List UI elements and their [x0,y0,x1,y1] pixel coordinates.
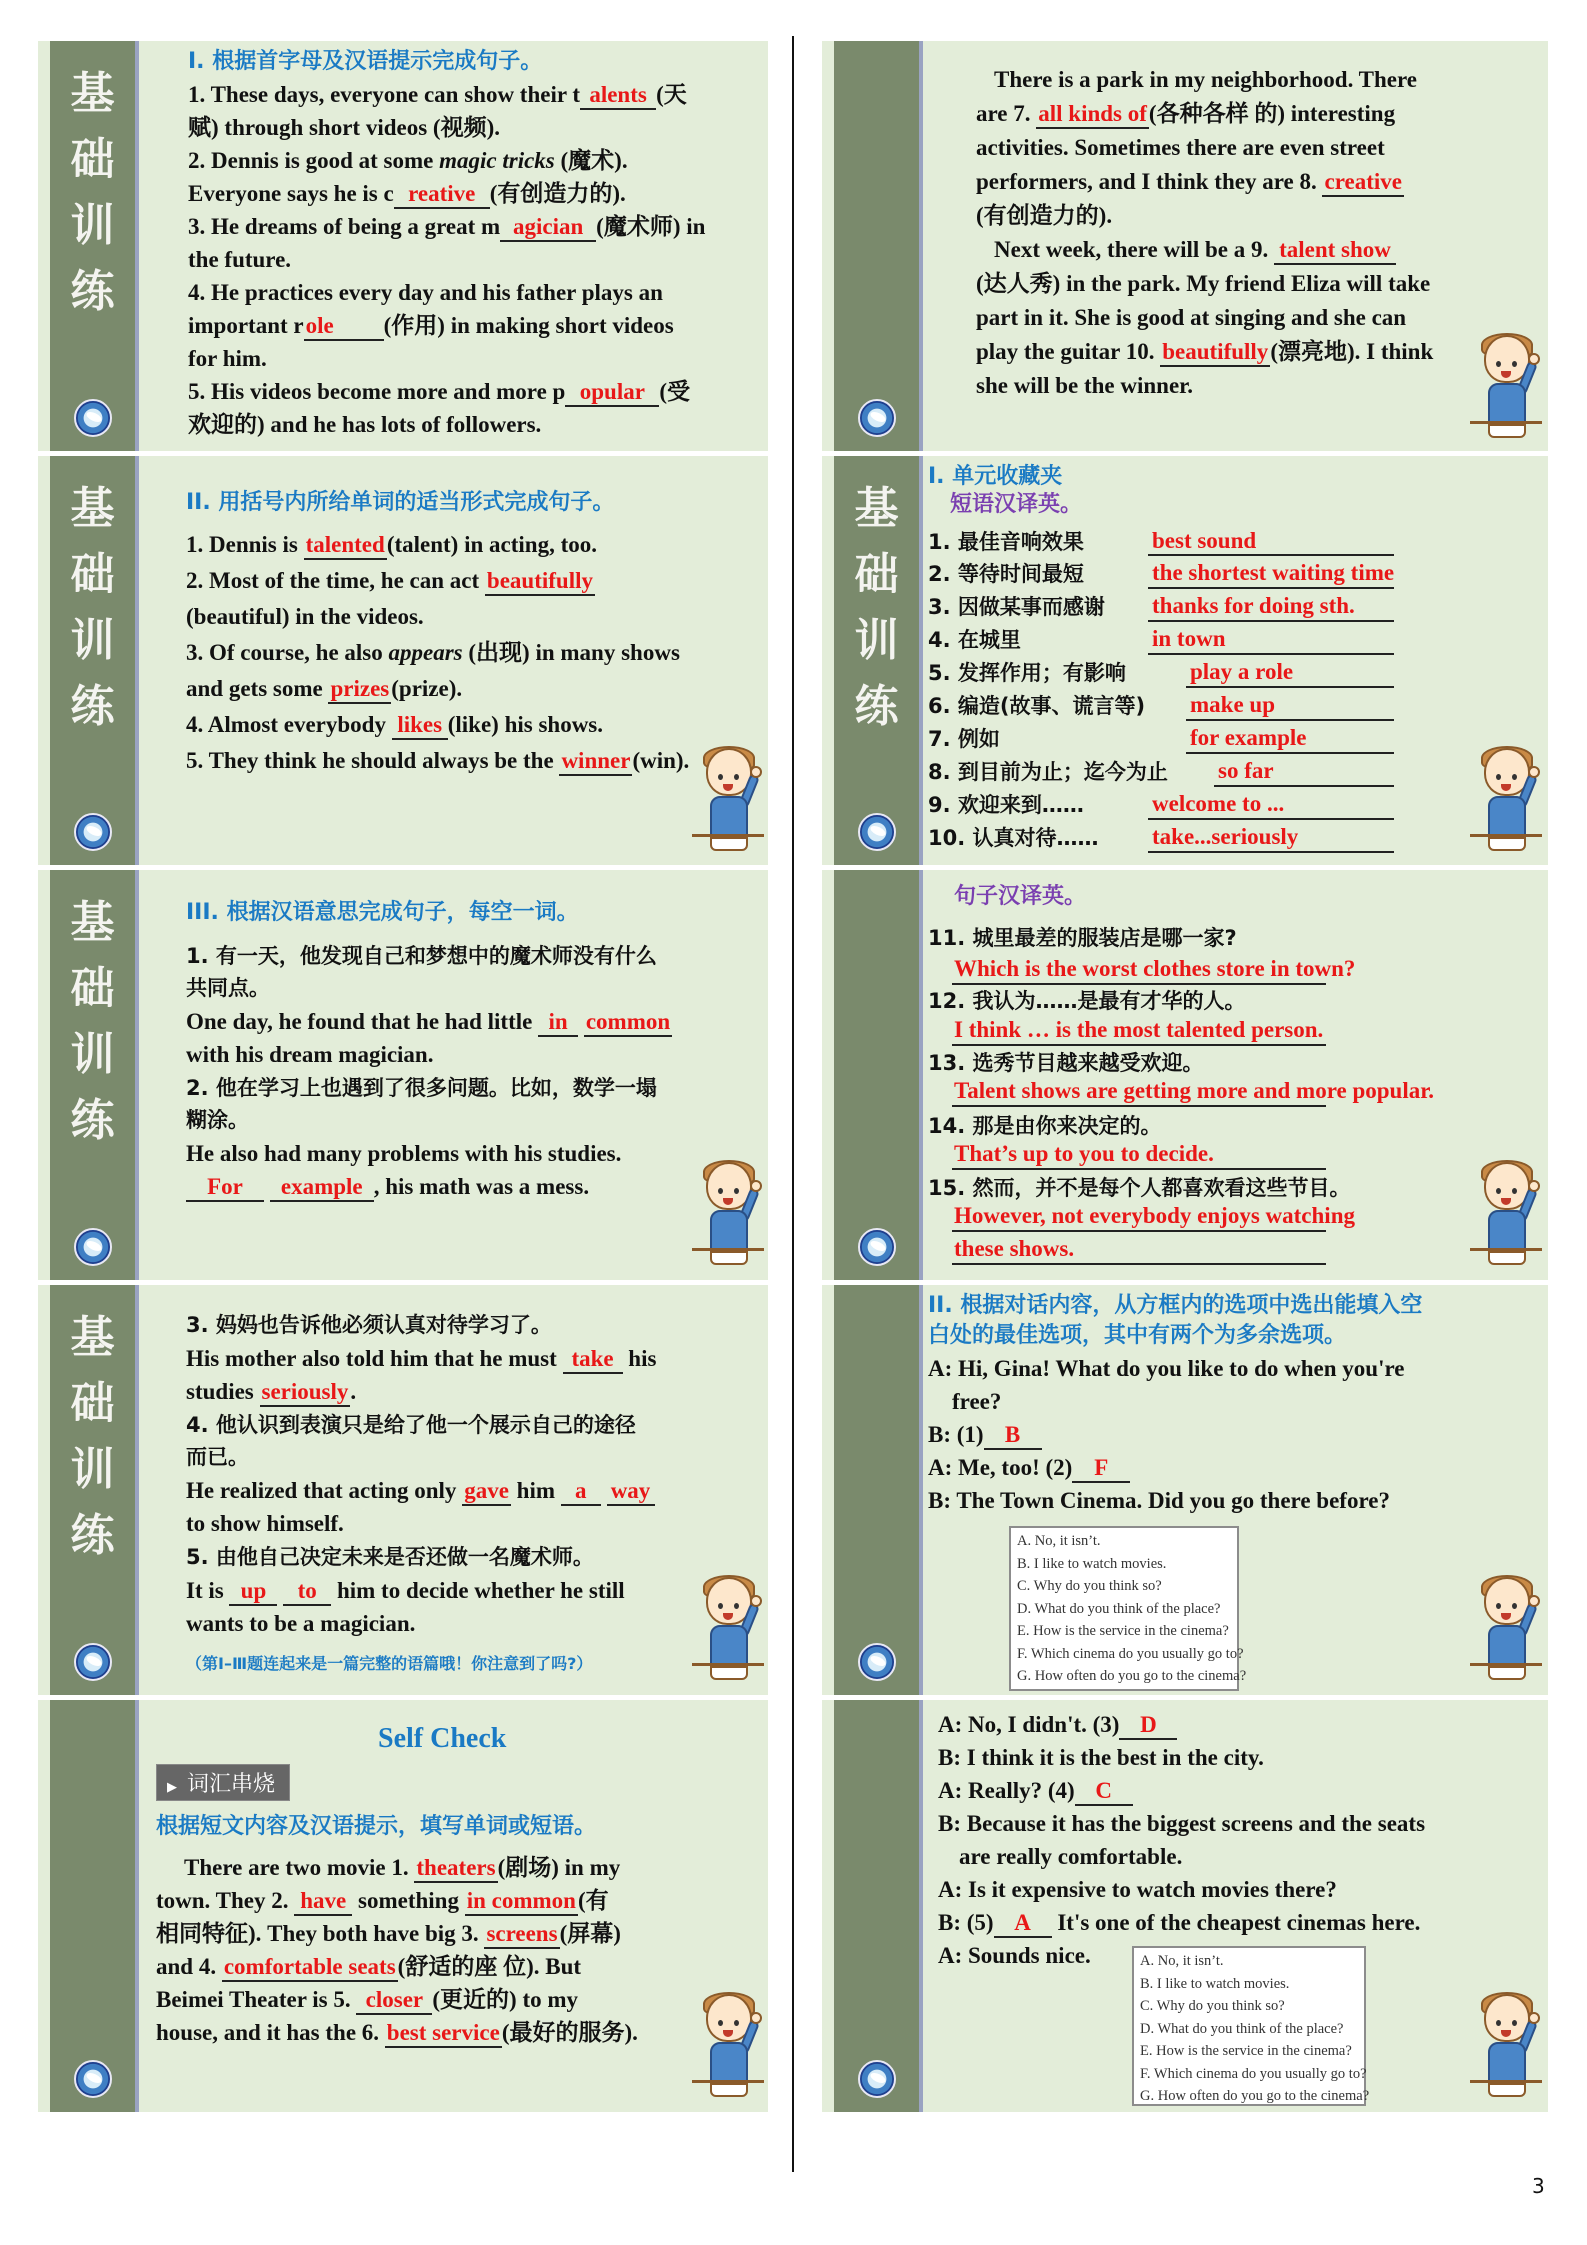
side-bar-line [135,1700,139,2112]
answer-blank: comfortable seats [222,1954,398,1982]
dialog-line: A: Me, too! (2) F [928,1451,1130,1484]
slide-panel-9 [38,1700,768,2112]
answer-blank: winner [559,748,632,776]
cartoon-boy-icon [1470,1575,1542,1685]
exercise-line: 2. Most of the time, he can act beautifully [186,564,595,597]
question-cn: 共同点。 [186,976,270,1000]
answer-blank: gave [462,1478,511,1506]
answer-blank: in [538,1009,578,1037]
answer-blank: all kinds of [1036,101,1149,129]
exercise-line: the future. [188,247,292,272]
answer-blank: A [994,1910,1052,1938]
answer-blank: reative [394,181,490,209]
answer-blank: alents [580,82,656,110]
side-bar [834,41,919,451]
passage-line: Next week, there will be a 9. talent show [994,233,1396,266]
exercise-line: and gets some prizes(prize). [186,672,462,705]
phrase-cn: 3. 因做某事而感谢 [928,595,1105,619]
phrase-cn: 9. 欢迎来到…… [928,793,1084,817]
slide-panel-6 [822,870,1548,1280]
question-cn: 5. 由他自己决定未来是否还做一名魔术师。 [186,1545,594,1569]
side-bar-line [135,41,139,451]
cartoon-boy-icon [692,746,764,856]
passage-line: town. They 2. have something in common(有 [156,1884,609,1917]
passage-line: play the guitar 10. beautifully(漂亮地). I think [976,335,1433,368]
school-logo-icon [74,813,112,851]
option-item: C. Why do you think so? [1140,1998,1285,2014]
cartoon-boy-icon [692,1160,764,1270]
cartoon-boy-icon [1470,1992,1542,2102]
option-item: F. Which cinema do you usually go to? [1017,1645,1244,1662]
exercise-line: for him. [188,346,267,371]
exercise-line: 4. He practices every day and his father plays an [188,280,663,305]
translation-answer: However, not everybody enjoys watching [954,1203,1355,1228]
option-item: G. How often do you go to the cinema? [1140,2088,1370,2104]
dialog-line: B: The Town Cinema. Did you go there before? [928,1488,1390,1513]
answer-blank: ole [304,313,384,341]
answer-blank: B [984,1422,1042,1450]
side-bar-line [135,1285,139,1695]
question-cn: 而已。 [186,1445,249,1469]
phrase-cn: 4. 在城里 [928,628,1021,652]
cartoon-boy-icon [1470,746,1542,856]
answer-blank: seriously [260,1379,351,1407]
phrase-cn: 8. 到目前为止；迄今为止 [928,760,1168,784]
section-subheading: 短语汉译英。 [950,492,1083,517]
school-logo-icon [74,1228,112,1266]
translation-answer: I think … is the most talented person. [954,1017,1324,1042]
answer-blank: talented [304,532,387,560]
passage-line: There are two movie 1. theaters(剧场) in my [184,1851,620,1884]
dialog-line: A: Really? (4) C [938,1774,1133,1807]
section-heading: II. 用括号内所给单词的适当形式完成句子。 [186,490,615,515]
question-cn: 13. 选秀节目越来越受欢迎。 [928,1051,1204,1075]
cartoon-boy-icon [692,1575,764,1685]
exercise-line: One day, he found that he had little in common [186,1005,672,1038]
phrase-cn: 10. 认真对待…… [928,826,1099,850]
answer-blank: take [563,1346,623,1374]
phrase-en-answer: so far [1218,758,1274,783]
passage-line: house, and it has the 6. best service(最好的服务). [156,2016,638,2049]
dialog-line: A: Is it expensive to watch movies there? [938,1877,1337,1902]
phrase-cn: 5. 发挥作用；有影响 [928,661,1126,685]
exercise-line: 1. Dennis is talented(talent) in acting, too. [186,528,597,561]
phrase-en-answer: the shortest waiting time [1152,560,1395,585]
school-logo-icon [74,399,112,437]
dialog-line: B: I think it is the best in the city. [938,1745,1264,1770]
phrase-en-answer: in town [1152,626,1226,651]
side-bar-title: 基 础 训 练 [70,1312,115,1561]
answer-blank: to [283,1578,331,1606]
dialog-line: B: (5) A It's one of the cheapest cinemas here. [938,1906,1420,1939]
side-bar-line [919,1285,923,1695]
passage-line: activities. Sometimes there are even street [976,135,1385,160]
option-item: B. I like to watch movies. [1140,1975,1290,1992]
question-cn: 14. 那是由你来决定的。 [928,1114,1162,1138]
question-cn: 15. 然而，并不是每个人都喜欢看这些节目。 [928,1176,1351,1200]
dialog-line: are really comfortable. [959,1844,1183,1869]
side-bar-title: 基 础 训 练 [854,483,899,732]
side-bar [834,870,919,1280]
slide-panel-4 [822,456,1548,865]
answer-blank: beautifully [485,568,595,596]
passage-line: (达人秀) in the park. My friend Eliza will take [976,271,1431,296]
answer-blank: screens [484,1921,559,1949]
question-cn: 3. 妈妈也告诉他必须认真对待学习了。 [186,1313,552,1337]
school-logo-icon [74,1643,112,1681]
passage-line: 相同特征). They both have big 3. screens(屏幕) [156,1917,621,1950]
option-item: E. How is the service in the cinema? [1140,2043,1352,2059]
side-bar-title: 基 础 训 练 [70,68,115,317]
answer-blank: opular [565,379,659,407]
instruction-text: 根据短文内容及汉语提示，填写单词或短语。 [156,1814,597,1839]
section-title: Self Check [378,1723,507,1754]
slide-panel-3 [38,456,768,865]
school-logo-icon [858,813,896,851]
options-box [1009,1526,1247,1691]
answer-blank: prizes [328,676,391,704]
school-logo-icon [858,1643,896,1681]
dialog-line: B: Because it has the biggest screens and the seats [938,1811,1426,1836]
translation-answer: these shows. [954,1236,1075,1261]
slide-panel-1 [38,41,768,451]
exercise-line: His mother also told him that he must take his [186,1342,656,1375]
phrase-cn: 1. 最佳音响效果 [928,530,1084,554]
school-logo-icon [858,2060,896,2098]
answer-blank: D [1119,1712,1177,1740]
answer-blank: creative [1322,169,1403,197]
dialog-line: A: Hi, Gina! What do you like to do when you're [928,1356,1405,1381]
side-bar-title: 基 础 训 练 [70,483,115,732]
hint-note: （第Ⅰ–Ⅲ题连起来是一篇完整的语篇哦！你注意到了吗?） [186,1654,593,1673]
answer-blank: closer [356,1987,432,2015]
play-triangle-icon: ▶ [167,1780,177,1795]
exercise-line: 赋) through short videos (视频). [188,115,501,140]
option-item: A. No, it isn’t. [1140,1953,1224,1969]
dialog-line: A: Sounds nice. [938,1943,1091,1968]
exercise-line: 5. They think he should always be the winner(win). [186,744,689,777]
exercise-line: studies seriously. [186,1375,356,1408]
phrase-en-answer: play a role [1190,659,1294,684]
slide-panel-10 [822,1700,1548,2112]
translation-answer: Which is the worst clothes store in town? [954,956,1356,981]
passage-line: Beimei Theater is 5. closer (更近的) to my [156,1983,578,2016]
exercise-line: 3. Of course, he also appears (出现) in many shows [186,640,680,665]
exercise-line: to show himself. [186,1511,344,1536]
exercise-line: (beautiful) in the videos. [186,604,424,629]
exercise-line: For example , his math was a mess. [186,1170,589,1203]
phrase-cn: 7. 例如 [928,727,1000,751]
passage-line: are 7. all kinds of(各种各样 的) interesting [976,97,1395,130]
answer-blank: C [1075,1778,1133,1806]
passage-line: she will be the winner. [976,373,1194,398]
side-bar [834,1700,919,2112]
question-cn: 2. 他在学习上也遇到了很多问题。比如，数学一塌 [186,1076,657,1100]
slide-panel-5 [38,870,768,1280]
phrase-cn: 6. 编造(故事、谎言等) [928,694,1146,718]
question-cn: 4. 他认识到表演只是给了他一个展示自己的途径 [186,1413,636,1437]
slide-panel-8 [822,1285,1548,1695]
translation-answer: That’s up to you to decide. [954,1141,1214,1166]
cartoon-boy-icon [1470,1160,1542,1270]
exercise-line: 1. These days, everyone can show their t alents (天 [188,78,687,111]
dialog-line: free? [952,1389,1002,1414]
answer-blank: common [584,1009,672,1037]
answer-blank: agician [500,214,596,242]
slide-panel-7 [38,1285,768,1695]
section-heading: II. 根据对话内容，从方框内的选项中选出能填入空 [928,1293,1423,1318]
exercise-line: 5. His videos become more and more p opular (受 [188,375,690,408]
answer-blank: F [1072,1455,1130,1483]
section-heading: 白处的最佳选项，其中有两个为多余选项。 [928,1323,1347,1348]
passage-line: performers, and I think they are 8. creative [976,165,1404,198]
dialog-line: B: (1) B [928,1418,1042,1451]
slide-panel-2 [822,41,1548,451]
side-bar-line [135,870,139,1280]
answer-blank: For [186,1174,264,1202]
exercise-line: Everyone says he is c reative (有创造力的). [188,177,626,210]
phrase-en-answer: welcome to ... [1152,791,1285,816]
answer-blank: up [229,1578,277,1606]
question-cn: 11. 城里最差的服装店是哪一家? [928,926,1237,950]
section-heading: I. 单元收藏夹 [928,464,1063,489]
passage-line: (有创造力的). [976,203,1113,228]
school-logo-icon [858,399,896,437]
phrase-en-answer: thanks for doing sth. [1152,593,1355,618]
answer-blank: have [294,1888,352,1916]
answer-blank: theaters [414,1855,497,1883]
side-bar [50,1700,135,2112]
question-cn: 12. 我认为……是最有才华的人。 [928,989,1246,1013]
page-number: 3 [1532,2174,1545,2198]
option-item: A. No, it isn’t. [1017,1533,1101,1549]
phrase-en-answer: for example [1190,725,1307,750]
passage-line: There is a park in my neighborhood. There [994,67,1418,92]
answer-blank: talent show [1274,237,1396,265]
answer-blank: likes [392,712,448,740]
question-cn: 1. 有一天，他发现自己和梦想中的魔术师没有什么 [186,944,657,968]
cartoon-boy-icon [1470,333,1542,443]
phrase-cn: 2. 等待时间最短 [928,562,1084,586]
option-item: E. How is the service in the cinema? [1017,1623,1229,1639]
page-divider [792,36,794,2172]
exercise-line: It is up to him to decide whether he still [186,1574,625,1607]
option-item: B. I like to watch movies. [1017,1555,1167,1572]
section-heading: I. 根据首字母及汉语提示完成句子。 [188,49,543,74]
passage-line: and 4. comfortable seats(舒适的座 位). But [156,1950,581,1983]
side-bar-line [919,1700,923,2112]
option-item: C. Why do you think so? [1017,1578,1162,1594]
exercise-line: He also had many problems with his studies. [186,1141,622,1166]
vocabulary-tag: ▶ 词汇串烧 [156,1764,290,1801]
school-logo-icon [858,1228,896,1266]
option-item: G. How often do you go to the cinema? [1017,1668,1247,1684]
option-item: F. Which cinema do you usually go to? [1140,2065,1367,2082]
options-box [1132,1946,1370,2106]
exercise-line: important role (作用) in making short videos [188,309,674,342]
answer-blank: in common [465,1888,578,1916]
side-bar-line [919,41,923,451]
phrase-en-answer: take...seriously [1152,824,1299,849]
answer-blank: beautifully [1160,339,1270,367]
cartoon-boy-icon [692,1992,764,2102]
exercise-line: He realized that acting only gave him a way [186,1474,655,1507]
exercise-line: 3. He dreams of being a great m agician (魔术师) in [188,210,705,243]
answer-blank: a [561,1478,601,1506]
exercise-line: wants to be a magician. [186,1611,416,1636]
answer-blank: way [607,1478,655,1506]
option-item: D. What do you think of the place? [1140,2020,1344,2037]
section-heading: 句子汉译英。 [954,884,1087,909]
exercise-line: 欢迎的) and he has lots of followers. [188,412,542,437]
question-cn: 糊涂。 [186,1108,249,1132]
section-heading: III. 根据汉语意思完成句子，每空一词。 [186,900,579,925]
side-bar-line [919,870,923,1280]
exercise-line: 2. Dennis is good at some magic tricks (魔术). [188,148,628,173]
answer-blank: best service [385,2020,502,2048]
side-bar [834,1285,919,1695]
side-bar-title: 基 础 训 练 [70,897,115,1146]
phrase-en-answer: make up [1190,692,1275,717]
passage-line: part in it. She is good at singing and she can [976,305,1407,330]
phrase-en-answer: best sound [1152,528,1257,553]
side-bar-line [919,456,923,865]
translation-answer: Talent shows are getting more and more popular. [954,1078,1435,1103]
school-logo-icon [74,2060,112,2098]
exercise-line: with his dream magician. [186,1042,434,1067]
option-item: D. What do you think of the place? [1017,1600,1221,1617]
side-bar-line [135,456,139,865]
dialog-line: A: No, I didn't. (3) D [938,1708,1177,1741]
exercise-line: 4. Almost everybody likes (like) his shows. [186,708,603,741]
answer-blank: example [270,1174,374,1202]
